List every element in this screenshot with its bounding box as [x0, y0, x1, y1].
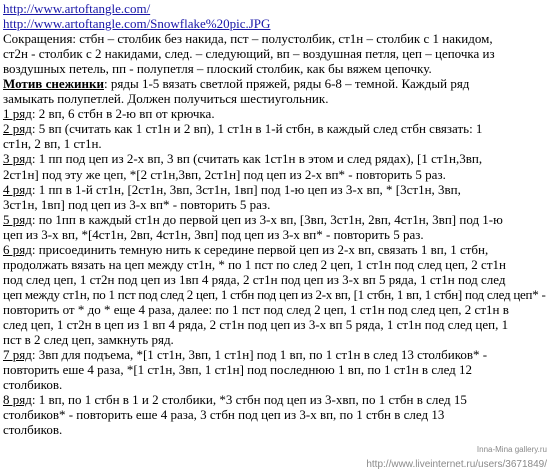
- row-6-line-3: под след цеп, 1 ст2н под цеп из 1вп 4 ряда, 2 ст1н под цеп из 3-х вп 5 ряда, 1 ст1н под след: [3, 271, 506, 287]
- row-6-line-1: [3, 242, 546, 257]
- row-2-label: 2 ряд: [3, 121, 32, 137]
- row-7-line-1: [3, 347, 546, 362]
- row-6-line-6: след цеп, 1 ст2н в цеп из 1 вп 4 ряда, 2 ст1н под цеп из 3-х вп 5 ряда, 1 ст1н под след цеп, 1: [3, 316, 509, 332]
- row-4-text: : 1 пп в 1-й ст1н, [2ст1н, 3вп, 3ст1н, 1вп] под 1-ю цеп из 3-х вп, * [3ст1н, 3вп,: [31, 181, 461, 197]
- row-6-label: 6 ряд: [3, 241, 32, 257]
- motif-line-2: замыкать полупетлей. Должен получиться шестиугольник.: [3, 91, 329, 107]
- row-8-line-1: [3, 392, 546, 407]
- row-7-line-2: повторить еше 4 раза, *[1 ст1н, 3вп, 1 ст1н] под последнюю 1 вп, по 1 ст1н в след 12: [3, 362, 473, 378]
- row-2-line-1: [3, 121, 546, 136]
- row-2-text: : 5 вп (считать как 1 ст1н и 2 вп), 1 ст1н в 1-й стбн, в каждый след стбн связать: 1: [31, 121, 483, 137]
- motif-line-1: [3, 76, 546, 91]
- links-line-2: [3, 16, 546, 31]
- row-7-line-3: столбиков.: [3, 377, 63, 393]
- row-4-line-2: 3ст1н, 1вп] под цеп из 3-х вп* - повторить 5 раз.: [3, 196, 271, 212]
- row-3-label: 3 ряд: [3, 151, 32, 167]
- row-6-line-5: повторить от * до * еще 4 раза, далее: по 1 пст под след 2 цеп, 1 ст1н под след цеп, 2 ст1н в: [3, 301, 509, 317]
- row-8-line-3: столбиков.: [3, 422, 63, 438]
- row-1-text: : 2 вп, 6 стбн в 2-ю вп от крючка.: [31, 106, 215, 122]
- row-5-line-1: [3, 212, 546, 227]
- gallery-watermark: Inna-Mina gallery.ru: [476, 445, 547, 454]
- row-6-text: : присоединить темную нить к середине первой цеп из 2-х вп, связать 1 вп, 1 стбн,: [31, 241, 489, 257]
- row-3-line-1: [3, 151, 546, 166]
- liveinternet-watermark: http://www.liveinternet.ru/users/3671849/: [366, 459, 547, 470]
- row-8-text: : 1 вп, по 1 стбн в 1 и 2 столбики, *3 стбн под цеп из 3-хвп, по 1 стбн в след 15: [31, 392, 467, 408]
- row-8-line-2: столбиков* - повторить еше 4 раза, 3 стбн под цеп из 3-х вп, по 1 стбн в след 13: [3, 407, 445, 423]
- picture-link[interactable]: http://www.artoftangle.com/Snowflake%20pic.JPG: [3, 16, 271, 32]
- row-6-line-7: пст в 2 след цеп, замкнуть ряд.: [3, 332, 174, 348]
- motif-text: : ряды 1-5 вязать светлой пряжей, ряды 6-8 – темной. Каждый ряд: [104, 76, 470, 92]
- row-5-text: : по 1пп в каждый ст1н до первой цеп из 3-х вп, [3вп, 3ст1н, 2вп, 4ст1н, 3вп] под 1-ю: [31, 211, 503, 227]
- row-2-line-2: ст1н, 2 вп, 1 ст1н.: [3, 136, 102, 152]
- site-link[interactable]: http://www.artoftangle.com/: [3, 1, 151, 16]
- motif-title: Мотив снежинки: [3, 76, 104, 92]
- row-1-line-1: [3, 106, 546, 121]
- links-line-1: [3, 1, 546, 16]
- row-6-line-2: продолжать вязать на цеп между ст1н, * по 1 пст по след 2 цеп, 1 ст1н под след цеп, 2 ст1н: [3, 256, 506, 272]
- row-7-text: : 3вп для подъема, *[1 ст1н, 3вп, 1 ст1н] под 1 вп, по 1 ст1н в след 13 столбиков* -: [31, 347, 488, 363]
- abbreviations-line-1: Сокращения: стбн – столбик без накида, пст – полустолбик, ст1н – столбик с 1 накидом,: [3, 31, 493, 47]
- abbreviations-line-2: ст2н - столбик с 2 накидами, след. – следующий, вп – воздушная петля, цеп – цепочка из: [3, 46, 495, 62]
- row-5-label: 5 ряд: [3, 211, 32, 227]
- row-5-line-2: цеп из 3-х вп, *[4ст1н, 2вп, 4ст1н, 3вп] под цеп из 3-х вп* - повторить 5 раз.: [3, 226, 424, 242]
- row-4-label: 4 ряд: [3, 181, 32, 197]
- row-3-line-2: 2ст1н] под эту же цеп, *[2 ст1н,3вп, 2ст1н] под цеп из 2-х вп* - повторить 5 раз.: [3, 166, 446, 182]
- row-6-line-4: цеп между ст1н, по 1 пст под след 2 цеп, 1 стбн под цеп из 2-х вп, [1 стбн, 1 вп, 1 стбн] под след цеп* -: [3, 286, 546, 302]
- row-7-label: 7 ряд: [3, 347, 32, 363]
- row-4-line-1: [3, 182, 546, 197]
- row-1-label: 1 ряд: [3, 106, 32, 122]
- row-8-label: 8 ряд: [3, 392, 32, 408]
- document-page: [3, 1, 546, 437]
- abbreviations-line-3: воздушных петель, пп - полупетля – плоский столбик, как бы вяжем цепочку.: [3, 61, 432, 77]
- row-3-text: : 1 пп под цеп из 2-х вп, 3 вп (считать как 1ст1н в этом и след рядах), [1 ст1н,3вп,: [31, 151, 483, 167]
